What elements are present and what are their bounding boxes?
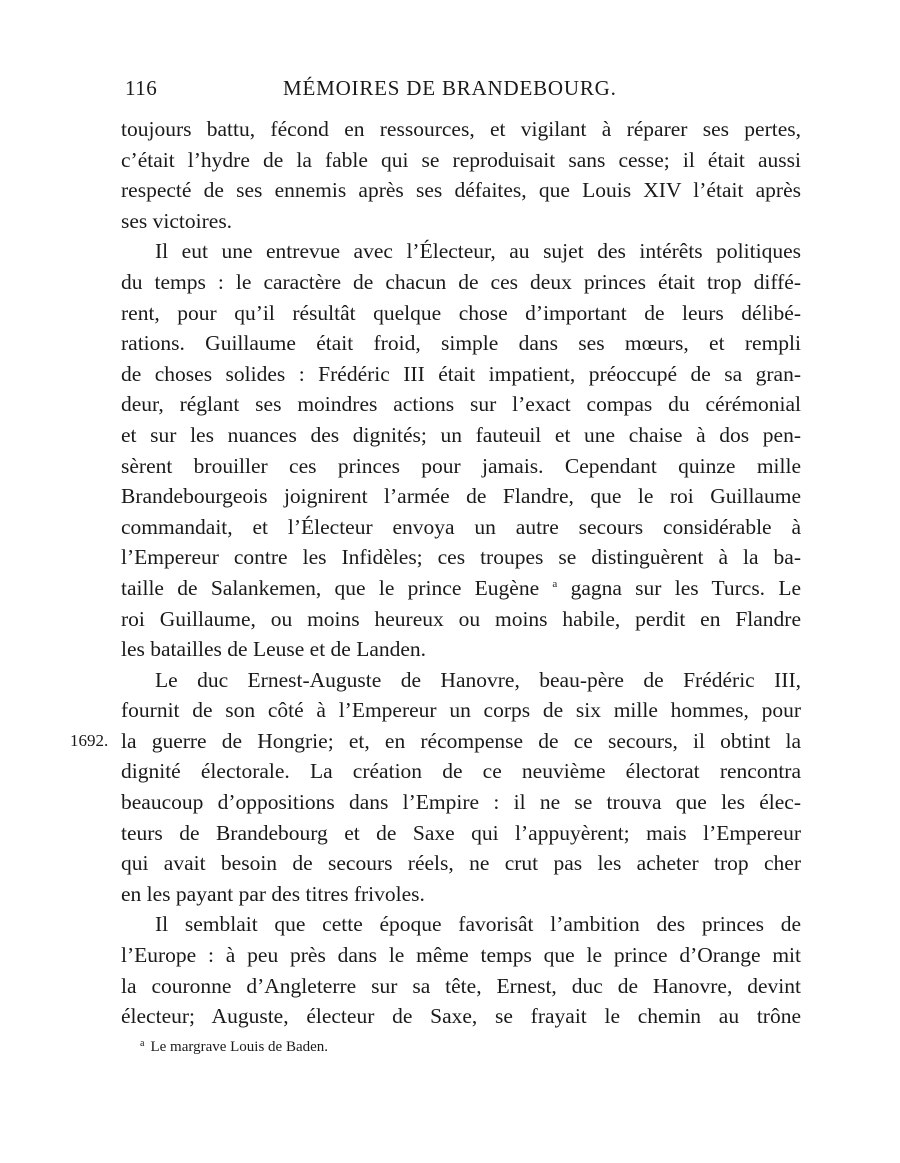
text-segment: taille de Salankemen, que le prince Eugène <box>121 575 540 600</box>
text-line-with-note <box>121 573 801 604</box>
text-line: beaucoup d’oppositions dans l’Empire : il ne se trouva que les élec- <box>121 790 801 815</box>
text-line: roi Guillaume, ou moins heureux ou moins habile, perdit en Flandre <box>121 606 801 631</box>
text-line: dignité électorale. La création de ce neuvième électorat rencontra <box>121 759 801 784</box>
text-segment: gagna sur les Turcs. Le <box>570 575 802 600</box>
footnote-marker: a <box>140 1038 145 1049</box>
text-line: deur, réglant ses moindres actions sur l’exact compas du cérémonial <box>121 392 801 417</box>
text-line: respecté de ses ennemis après ses défaites, que Louis XIV l’était après <box>121 178 801 203</box>
text-line: Il semblait que cette époque favorisât l’ambition des princes de <box>155 912 801 937</box>
text-line: teurs de Brandebourg et de Saxe qui l’appuyèrent; mais l’Empereur <box>121 820 801 845</box>
text-line: du temps : le caractère de chacun de ces deux princes était trop diffé- <box>121 269 801 294</box>
running-title: MÉMOIRES DE BRANDEBOURG. <box>283 76 617 100</box>
footnote <box>140 1033 328 1058</box>
text-line: ses victoires. <box>121 208 233 233</box>
text-line: Brandebourgeois joignirent l’armée de Flandre, que le roi Guillaume <box>121 484 801 509</box>
text-line: électeur; Auguste, électeur de Saxe, se frayait le chemin au trône <box>121 1004 801 1029</box>
page-header <box>121 72 801 104</box>
footnote-text: Le margrave Louis de Baden. <box>150 1039 329 1055</box>
text-line: et sur les nuances des dignités; un fauteuil et une chaise à dos pen- <box>121 422 801 447</box>
text-line: la guerre de Hongrie; et, en récompense de ce secours, il obtint la <box>121 728 801 753</box>
text-line: de choses solides : Frédéric III était impatient, préoccupé de sa gran- <box>121 361 801 386</box>
text-line: rent, pour qu’il résultât quelque chose d’important de leurs délibé- <box>121 300 801 325</box>
text-line: la couronne d’Angleterre sur sa tête, Ernest, duc de Hanovre, devint <box>121 973 801 998</box>
text-line: rations. Guillaume était froid, simple dans ses mœurs, et rempli <box>121 331 801 356</box>
text-line: qui avait besoin de secours réels, ne crut pas les acheter trop cher <box>121 851 801 876</box>
page-number: 116 <box>125 76 158 100</box>
text-line: l’Europe : à peu près dans le même temps que le prince d’Orange mit <box>121 943 801 968</box>
body-text <box>121 114 801 1032</box>
text-line: c’était l’hydre de la fable qui se reproduisait sans cesse; il était aussi <box>121 147 801 172</box>
text-line: sèrent brouiller ces princes pour jamais. Cependant quinze mille <box>121 453 801 478</box>
text-line: commandait, et l’Électeur envoya un autre secours considérable à <box>121 514 801 539</box>
footnote-reference: a <box>552 577 558 590</box>
text-line: Le duc Ernest-Auguste de Hanovre, beau-père de Frédéric III, <box>155 667 801 692</box>
text-line: l’Empereur contre les Infidèles; ces troupes se distinguèrent à la ba- <box>121 545 801 570</box>
text-line: fournit de son côté à l’Empereur un corps de six mille hommes, pour <box>121 698 801 723</box>
margin-date-note: 1692. <box>70 731 109 750</box>
text-line: Il eut une entrevue avec l’Électeur, au sujet des intérêts politiques <box>155 239 801 264</box>
text-line: en les payant par des titres frivoles. <box>121 881 425 906</box>
text-line: les batailles de Leuse et de Landen. <box>121 637 427 662</box>
text-line: toujours battu, fécond en ressources, et vigilant à réparer ses pertes, <box>121 117 801 141</box>
